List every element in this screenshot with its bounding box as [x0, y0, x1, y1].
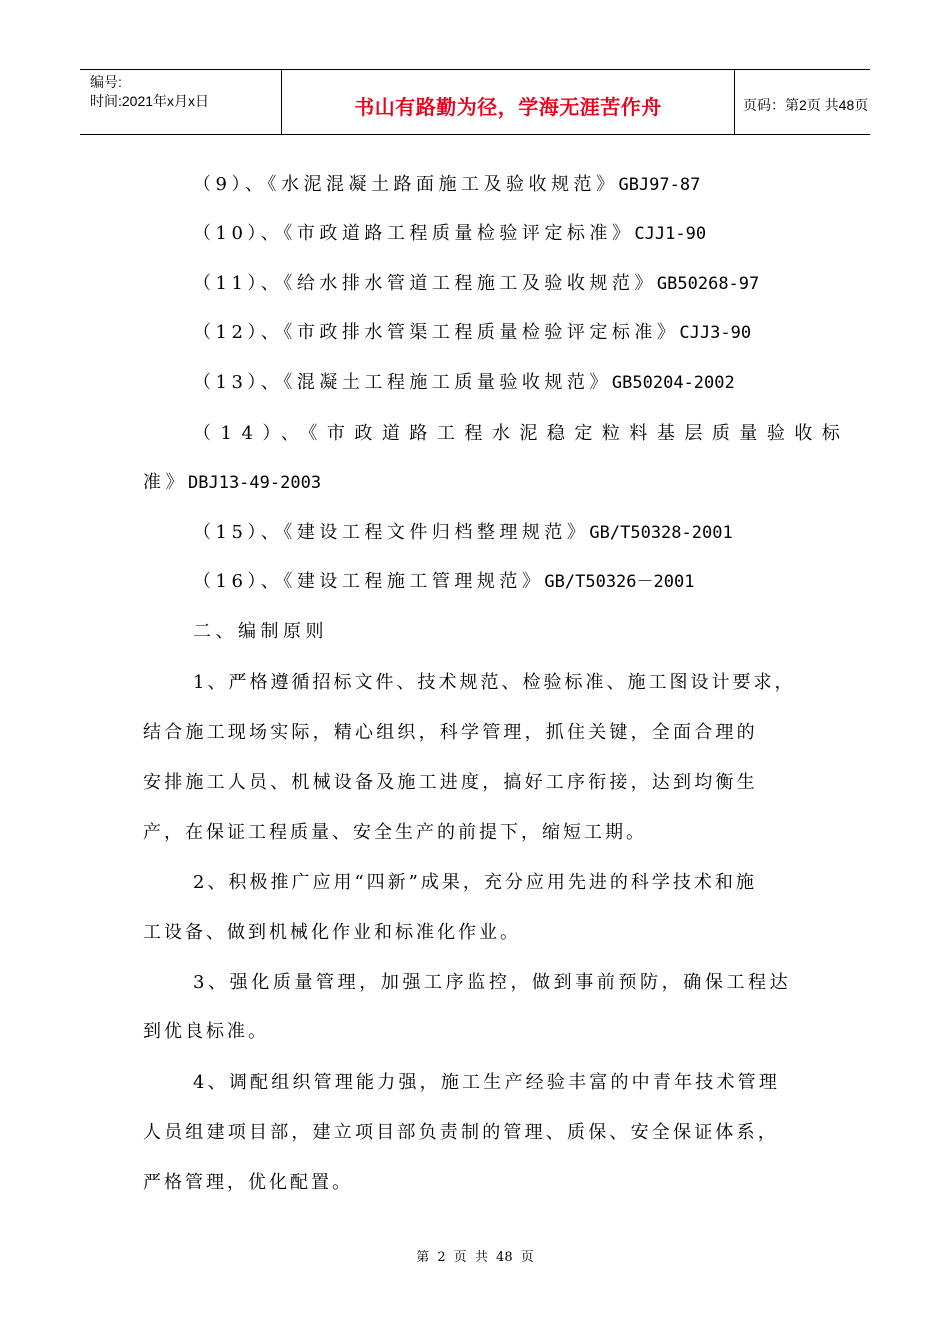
principle-line: 2、积极推广应用“四新”成果，充分应用先进的科学技术和施: [193, 872, 757, 893]
reference-item: （13）、《混凝土工程施工质量验收规范》GB50204-2002: [193, 372, 735, 393]
principle-line: 3、强化质量管理，加强工序监控，做到事前预防，确保工程达: [193, 972, 792, 993]
reference-item-continued: 准》DBJ13-49-2003: [143, 472, 322, 493]
principle-line: 人员组建项目部，建立项目部负责制的管理、质保、安全保证体系，: [143, 1122, 779, 1143]
principle-line: 4、调配组织管理能力强，施工生产经验丰富的中青年技术管理: [193, 1072, 781, 1093]
principle-line: 安排施工人员、机械设备及施工进度，搞好工序衔接，达到均衡生: [143, 772, 758, 793]
reference-item: （11）、《给水排水管道工程施工及验收规范》GB50268-97: [193, 273, 760, 294]
reference-item: （12）、《市政排水管渠工程质量检验评定标准》CJJ3-90: [193, 322, 752, 343]
reference-item: （14）、《市政道路工程水泥稳定粒料基层质量验收标: [193, 423, 850, 444]
principle-line: 结合施工现场实际，精心组织，科学管理，抓住关键，全面合理的: [143, 722, 758, 743]
header-motto: 书山有路勤为径，学海无涯苦作舟: [282, 70, 735, 134]
page-header: [80, 69, 870, 135]
reference-item: （10）、《市政道路工程质量检验评定标准》CJJ1-90: [193, 223, 707, 244]
reference-item: （15）、《建设工程文件归档整理规范》GB/T50328-2001: [193, 522, 733, 543]
header-page-info: 页码：第2页 共48页: [743, 97, 869, 113]
principle-line: 1、严格遵循招标文件、技术规范、检验标准、施工图设计要求，: [193, 672, 796, 693]
page-footer: 第 2 页 共 48 页: [416, 1250, 534, 1265]
principle-line: 产，在保证工程质量、安全生产的前提下，缩短工期。: [143, 822, 647, 843]
serial-label: 编号:: [90, 74, 122, 90]
principle-line: 工设备、做到机械化作业和标准化作业。: [143, 922, 521, 943]
reference-item: （16）、《建设工程施工管理规范》GB/T50326－2001: [193, 571, 695, 592]
principle-line: 严格管理，优化配置。: [143, 1172, 353, 1193]
reference-item: （9）、《水泥混凝土路面施工及验收规范》GBJ97-87: [193, 174, 701, 195]
section-heading: 二、编制原则: [193, 621, 328, 642]
header-meta: [80, 70, 282, 134]
principle-line: 到优良标准。: [143, 1021, 269, 1042]
time-label: 时间:2021年x月x日: [90, 93, 210, 109]
